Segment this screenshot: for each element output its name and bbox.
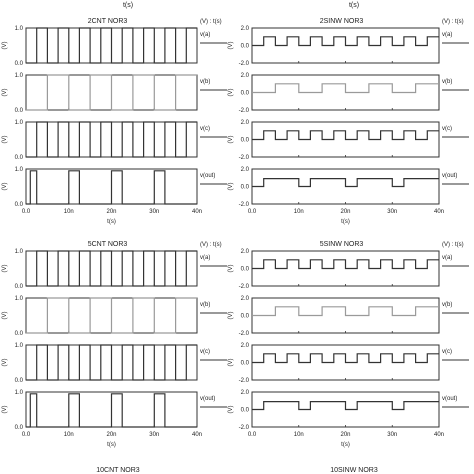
panel-vb [2, 296, 227, 337]
chart-header-unit: (V) : t(s) [200, 19, 222, 25]
y-tick-label: -2.0 [238, 155, 249, 161]
y-tick-label: -2.0 [238, 61, 249, 67]
bottom-title-left: 10CNT NOR3 [96, 467, 140, 474]
x-tick-label: 30n [387, 432, 398, 438]
y-tick-label: -2.0 [238, 202, 249, 208]
y-tick-label: 0.0 [14, 425, 23, 431]
y-axis-label: (V) [228, 311, 234, 320]
x-axis-label: t(s) [107, 442, 116, 448]
y-axis-label: (V) [228, 41, 234, 50]
panel-va [2, 26, 227, 67]
x-tick-label: 20n [340, 209, 351, 215]
y-tick-label: 1.0 [14, 296, 23, 302]
chart-cnt5 [2, 241, 227, 448]
y-tick-label: 0.0 [240, 184, 249, 191]
y-tick-label: 0.0 [240, 313, 249, 320]
legend-label: v(out) [200, 173, 216, 179]
legend-label: v(a) [442, 255, 453, 261]
y-tick-label: 2.0 [240, 296, 249, 302]
panel-va [2, 249, 227, 290]
y-axis-label: (V) [228, 182, 234, 191]
y-tick-label: 0.0 [240, 137, 249, 144]
chart-title: 5CNT NOR3 [87, 241, 128, 248]
y-tick-label: 0.0 [14, 284, 23, 290]
legend-label: v(b) [200, 302, 211, 308]
x-tick-label: 40n [191, 209, 203, 215]
y-axis-label: (V) [2, 135, 8, 144]
panel-vout [228, 390, 469, 431]
panel-vb [228, 296, 469, 337]
x-tick-label: 0.0 [247, 432, 257, 438]
y-axis-label: (V) [228, 264, 234, 273]
y-tick-label: 0.0 [240, 90, 249, 97]
chart-title: 2SINW NOR3 [319, 18, 364, 25]
x-tick-label: 30n [149, 432, 160, 438]
y-tick-label: 0.0 [14, 155, 23, 161]
y-tick-label: -2.0 [238, 425, 249, 431]
y-tick-label: 2.0 [240, 390, 249, 396]
y-tick-label: 1.0 [14, 167, 23, 173]
x-tick-label: 20n [106, 432, 117, 438]
x-tick-label: 10n [63, 209, 74, 215]
x-axis-label: t(s) [341, 219, 350, 225]
chart-title: 5SINW NOR3 [319, 241, 364, 248]
x-tick-label: 40n [433, 209, 445, 215]
y-tick-label: 0.0 [240, 407, 249, 414]
y-tick-label: 0.0 [240, 266, 249, 273]
y-tick-label: 0.0 [14, 331, 23, 337]
x-tick-label: 0.0 [21, 209, 31, 215]
panel-vout [2, 390, 227, 431]
y-tick-label: 1.0 [14, 26, 23, 32]
legend-label: v(b) [442, 302, 453, 308]
y-axis-label: (V) [2, 264, 8, 273]
y-tick-label: 1.0 [14, 390, 23, 396]
y-tick-label: 2.0 [240, 167, 249, 173]
y-axis-label: (V) [228, 405, 234, 414]
panel-vb [228, 73, 469, 114]
bottom-title-right: 10SINW NOR3 [330, 467, 378, 474]
legend-label: v(a) [200, 255, 211, 261]
y-axis-label: (V) [2, 88, 8, 97]
y-tick-label: 0.0 [14, 202, 23, 208]
x-tick-label: 30n [149, 209, 160, 215]
chart-title: 2CNT NOR3 [87, 18, 128, 25]
y-tick-label: -2.0 [238, 108, 249, 114]
y-axis-label: (V) [228, 358, 234, 367]
y-tick-label: 2.0 [240, 249, 249, 255]
y-tick-label: 0.0 [14, 61, 23, 67]
y-tick-label: 2.0 [240, 343, 249, 349]
legend-label: v(c) [200, 349, 210, 355]
chart-header-unit: (V) : t(s) [442, 242, 464, 248]
x-tick-label: 10n [293, 432, 304, 438]
y-tick-label: 0.0 [240, 43, 249, 50]
top-xlabel-left: t(s) [122, 2, 134, 9]
legend-label: v(a) [442, 32, 453, 38]
y-tick-label: 2.0 [240, 26, 249, 32]
y-tick-label: 0.0 [14, 108, 23, 114]
y-axis-label: (V) [2, 41, 8, 50]
y-axis-label: (V) [2, 358, 8, 367]
panel-va [228, 26, 469, 67]
chart-sinw2 [228, 18, 469, 225]
x-tick-label: 10n [293, 209, 304, 215]
legend-label: v(c) [442, 349, 452, 355]
legend-label: v(b) [200, 79, 211, 85]
y-axis-label: (V) [228, 88, 234, 97]
legend-label: v(c) [200, 126, 210, 132]
panel-vb [2, 73, 227, 114]
x-tick-label: 20n [106, 209, 117, 215]
y-tick-label: 1.0 [14, 249, 23, 255]
y-axis-label: (V) [2, 182, 8, 191]
legend-label: v(out) [200, 396, 216, 402]
y-tick-label: 1.0 [14, 73, 23, 79]
panel-vout [228, 167, 469, 208]
panel-vout [2, 167, 227, 208]
y-tick-label: -2.0 [238, 284, 249, 290]
x-tick-label: 40n [433, 432, 445, 438]
chart-header-unit: (V) : t(s) [442, 19, 464, 25]
legend-label: v(a) [200, 32, 211, 38]
y-tick-label: -2.0 [238, 378, 249, 384]
chart-sinw5 [228, 241, 469, 448]
x-tick-label: 0.0 [21, 432, 31, 438]
y-tick-label: 1.0 [14, 343, 23, 349]
y-axis-label: (V) [228, 135, 234, 144]
panel-vc [2, 343, 227, 384]
x-tick-label: 30n [387, 209, 398, 215]
chart-header-unit: (V) : t(s) [200, 242, 222, 248]
y-tick-label: 0.0 [14, 378, 23, 384]
y-axis-label: (V) [2, 311, 8, 320]
y-tick-label: 1.0 [14, 120, 23, 126]
panel-vc [228, 343, 469, 384]
panel-vc [2, 120, 227, 161]
top-xlabel-right: t(s) [348, 2, 360, 9]
legend-label: v(c) [442, 126, 452, 132]
x-axis-label: t(s) [107, 219, 116, 225]
x-axis-label: t(s) [341, 442, 350, 448]
chart-cnt2 [2, 18, 227, 225]
charts-group [2, 18, 469, 448]
legend-label: v(out) [442, 173, 458, 179]
legend-label: v(b) [442, 79, 453, 85]
y-axis-label: (V) [2, 405, 8, 414]
x-tick-label: 10n [63, 432, 74, 438]
y-tick-label: 2.0 [240, 73, 249, 79]
x-tick-label: 0.0 [247, 209, 257, 215]
x-tick-label: 40n [191, 432, 203, 438]
x-tick-label: 20n [340, 432, 351, 438]
panel-vc [228, 120, 469, 161]
y-tick-label: 2.0 [240, 120, 249, 126]
y-tick-label: -2.0 [238, 331, 249, 337]
panel-va [228, 249, 469, 290]
legend-label: v(out) [442, 396, 458, 402]
y-tick-label: 0.0 [240, 360, 249, 367]
